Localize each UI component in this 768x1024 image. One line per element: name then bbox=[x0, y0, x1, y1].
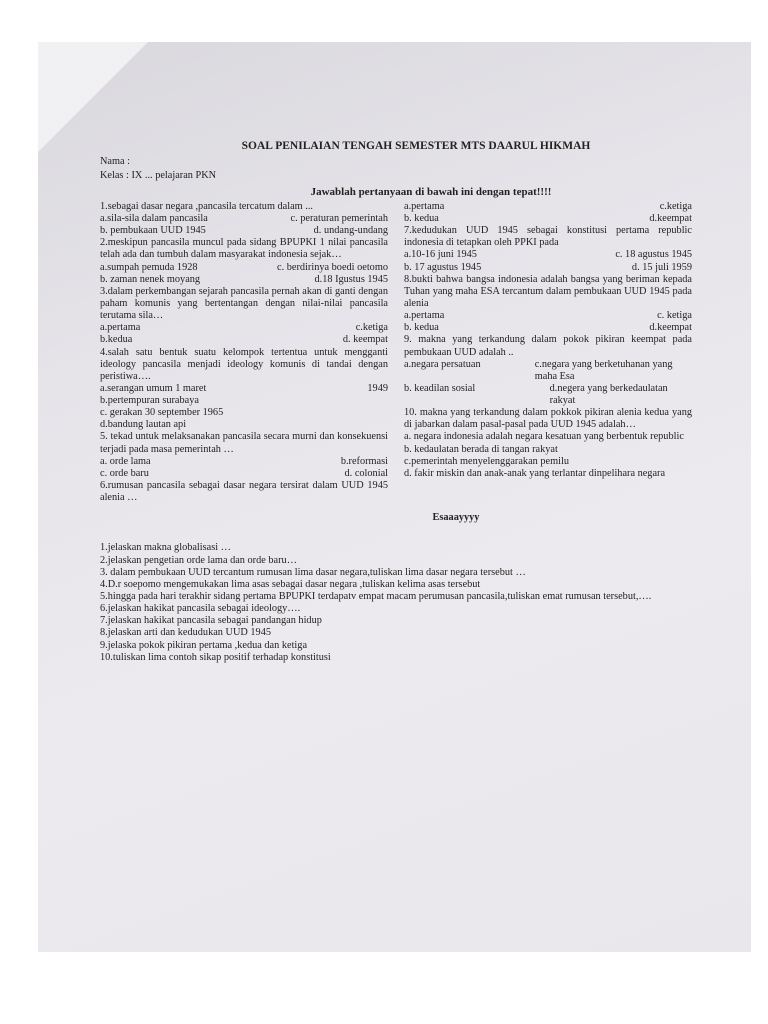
answer-option: c. peraturan pemerintah bbox=[290, 212, 388, 224]
essay-question: 3. dalam pembukaan UUD tercantum rumusan lima dasar negara,tuliskan lima dasar negara tersebut … bbox=[100, 566, 526, 578]
answer-options bbox=[404, 322, 692, 334]
class-line: Kelas : IX ... pelajaran PKN bbox=[100, 169, 217, 181]
answer-options bbox=[100, 262, 388, 274]
essay-question: 2.jelaskan pengetian orde lama dan orde baru… bbox=[100, 554, 297, 566]
answer-option: a. orde lama bbox=[100, 455, 151, 467]
answer-option: a.pertama bbox=[100, 322, 141, 334]
answer-option: c. ketiga bbox=[657, 310, 692, 322]
answer-option: b.kedua bbox=[100, 334, 133, 346]
answer-option: b. pembukaan UUD 1945 bbox=[100, 225, 206, 237]
question-text: 2.meskipun pancasila muncul pada sidang BPUPKI 1 nilai pancasila telah ada dan tumbuh dalam masyarakat indonesia sejak… bbox=[100, 237, 388, 261]
question-text: 8.bukti bahwa bangsa indonesia adalah bangsa yang beriman kepada Tuhan yang maha ESA tercantum dalam pembukaan UUD 1945 pada alenia bbox=[404, 273, 692, 309]
answer-options bbox=[100, 383, 388, 395]
answer-option: a.negara persatuan bbox=[404, 358, 481, 370]
answer-options bbox=[100, 334, 388, 346]
essay-question: 4.D.r soepomo mengemukakan lima asas sebagai dasar negara ,tuliskan kelima asas tersebut bbox=[100, 578, 481, 590]
instruction: Jawablah pertanyaan di bawah ini dengan tepat!!!! bbox=[310, 185, 552, 198]
essay-question: 7.jelaskan hakikat pancasila sebagai pandangan hidup bbox=[100, 615, 322, 627]
answer-options bbox=[404, 213, 692, 225]
answer-option: b. keadilan sosial bbox=[404, 382, 476, 394]
answer-options bbox=[100, 213, 388, 225]
answer-option: c. 18 agustus 1945 bbox=[615, 249, 692, 261]
answer-option: b. 17 agustus 1945 bbox=[404, 261, 482, 273]
answer-option: d. undang-undang bbox=[313, 225, 388, 237]
exam-paper bbox=[38, 42, 751, 952]
essay-question: 5.hingga pada hari terakhir sidang pertama BPUPKI terdapatv empat macam perumusan pancasila,tuliskan emat rumusan tersebut,…. bbox=[100, 591, 652, 603]
essay-question: 1.jelaskan makna globalisasi … bbox=[100, 542, 231, 554]
answer-options bbox=[100, 468, 388, 480]
question-text: d.bandung lautan api bbox=[100, 419, 187, 431]
question-text: 6.rumusan pancasila sebagai dasar negara tersirat dalam UUD 1945 alenia … bbox=[100, 480, 388, 504]
answer-options bbox=[404, 359, 692, 383]
question-columns bbox=[100, 201, 692, 505]
answer-option: c. orde baru bbox=[100, 467, 149, 479]
answer-option: a.10-16 juni 1945 bbox=[404, 249, 477, 261]
answer-option: d. keempat bbox=[342, 334, 388, 346]
answer-option: c.negara yang berketuhanan yang maha Esa bbox=[534, 358, 673, 382]
question-text: 7.kedudukan UUD 1945 sebagai konstitusi pertama republic indonesia di tetapkan oleh PPKI pada bbox=[404, 225, 692, 249]
exam-title: SOAL PENILAIAN TENGAH SEMESTER MTS DAARUL HIKMAH bbox=[241, 140, 591, 152]
answer-option: d.keempat bbox=[649, 322, 692, 334]
answer-options bbox=[100, 225, 388, 237]
answer-option: c.ketiga bbox=[659, 200, 692, 212]
answer-option: a.pertama bbox=[404, 310, 445, 322]
answer-option: d. colonial bbox=[344, 467, 388, 479]
left-column bbox=[100, 201, 388, 505]
answer-option: b. kedua bbox=[404, 322, 439, 334]
question-text: 1.sebagai dasar negara ,pancasila tercatum dalam ... bbox=[100, 200, 313, 212]
answer-option: b. zaman nenek moyang bbox=[100, 273, 201, 285]
answer-option: b.reformasi bbox=[340, 455, 388, 467]
essay-question: 6.jelaskan hakikat pancasila sebagai ideology…. bbox=[100, 603, 301, 615]
answer-options bbox=[100, 274, 388, 286]
question-text: 10. makna yang terkandung dalam pokkok pikiran alenia kedua yang di jabarkan dalam pasal-pasal pada UUD 1945 adalah… bbox=[404, 407, 692, 431]
answer-option: d. 15 juli 1959 bbox=[631, 261, 692, 273]
answer-option: a.serangan umum 1 maret bbox=[100, 382, 207, 394]
right-column bbox=[404, 201, 692, 505]
answer-option: 1949 bbox=[367, 382, 388, 394]
answer-options bbox=[404, 383, 692, 407]
answer-option: b. kedua bbox=[404, 212, 439, 224]
answer-option: c.ketiga bbox=[355, 322, 388, 334]
paper-fold bbox=[38, 42, 148, 152]
question-text: b. kedaulatan berada di tangan rakyat bbox=[404, 443, 558, 455]
name-line: Nama : bbox=[100, 155, 131, 167]
answer-option: a.sumpah pemuda 1928 bbox=[100, 261, 198, 273]
question-text: c.pemerintah menyelenggarakan pemilu bbox=[404, 455, 569, 467]
answer-options bbox=[100, 456, 388, 468]
answer-options bbox=[404, 262, 692, 274]
essay-title: Esaaayyyy bbox=[432, 512, 480, 524]
essay-question: 9.jelaska pokok pikiran pertama ,kedua dan ketiga bbox=[100, 639, 308, 651]
question-text: 9. makna yang terkandung dalam pokok pikiran keempat pada pembukaan UUD adalah .. bbox=[404, 334, 692, 358]
question-text: a. negara indonesia adalah negara kesatuan yang berbentuk republic bbox=[404, 431, 684, 443]
question-text: d. fakir miskin dan anak-anak yang terlantar dinpelihara negara bbox=[404, 467, 666, 479]
essay-question: 10.tuliskan lima contoh sikap positif terhadap konstitusi bbox=[100, 651, 331, 663]
question-text: 5. tekad untuk melaksanakan pancasila secara murni dan konsekuensi terjadi pada masa pemerintah … bbox=[100, 431, 388, 455]
answer-options bbox=[404, 201, 692, 213]
question-text: b.pertempuran surabaya bbox=[100, 395, 199, 407]
answer-option: d.keempat bbox=[649, 212, 692, 224]
essay-question: 8.jelaskan arti dan kedudukan UUD 1945 bbox=[100, 627, 271, 639]
essay-list bbox=[100, 542, 692, 663]
answer-option: a.pertama bbox=[404, 200, 445, 212]
answer-options bbox=[404, 310, 692, 322]
answer-option: a.sila-sila dalam pancasila bbox=[100, 212, 208, 224]
answer-option: d.negera yang berkedaulatan rakyat bbox=[549, 382, 668, 407]
answer-option: d.18 Igustus 1945 bbox=[314, 273, 388, 285]
exam-content bbox=[100, 140, 692, 664]
question-text: 4.salah satu bentuk suatu kelompok tertentua untuk mengganti ideology pancasila menjadi ideology komunis di tandai dengan peristiwa…. bbox=[100, 346, 388, 382]
answer-options bbox=[404, 249, 692, 261]
answer-option: c. berdirinya boedi oetomo bbox=[277, 261, 388, 273]
question-text: 3.dalam perkembangan sejarah pancasila pernah akan di ganti dengan paham komunis yang bertentangan dengan nilai-nilai pancasila terutama sila… bbox=[100, 285, 388, 322]
question-text: c. gerakan 30 september 1965 bbox=[100, 407, 224, 419]
answer-options bbox=[100, 322, 388, 334]
